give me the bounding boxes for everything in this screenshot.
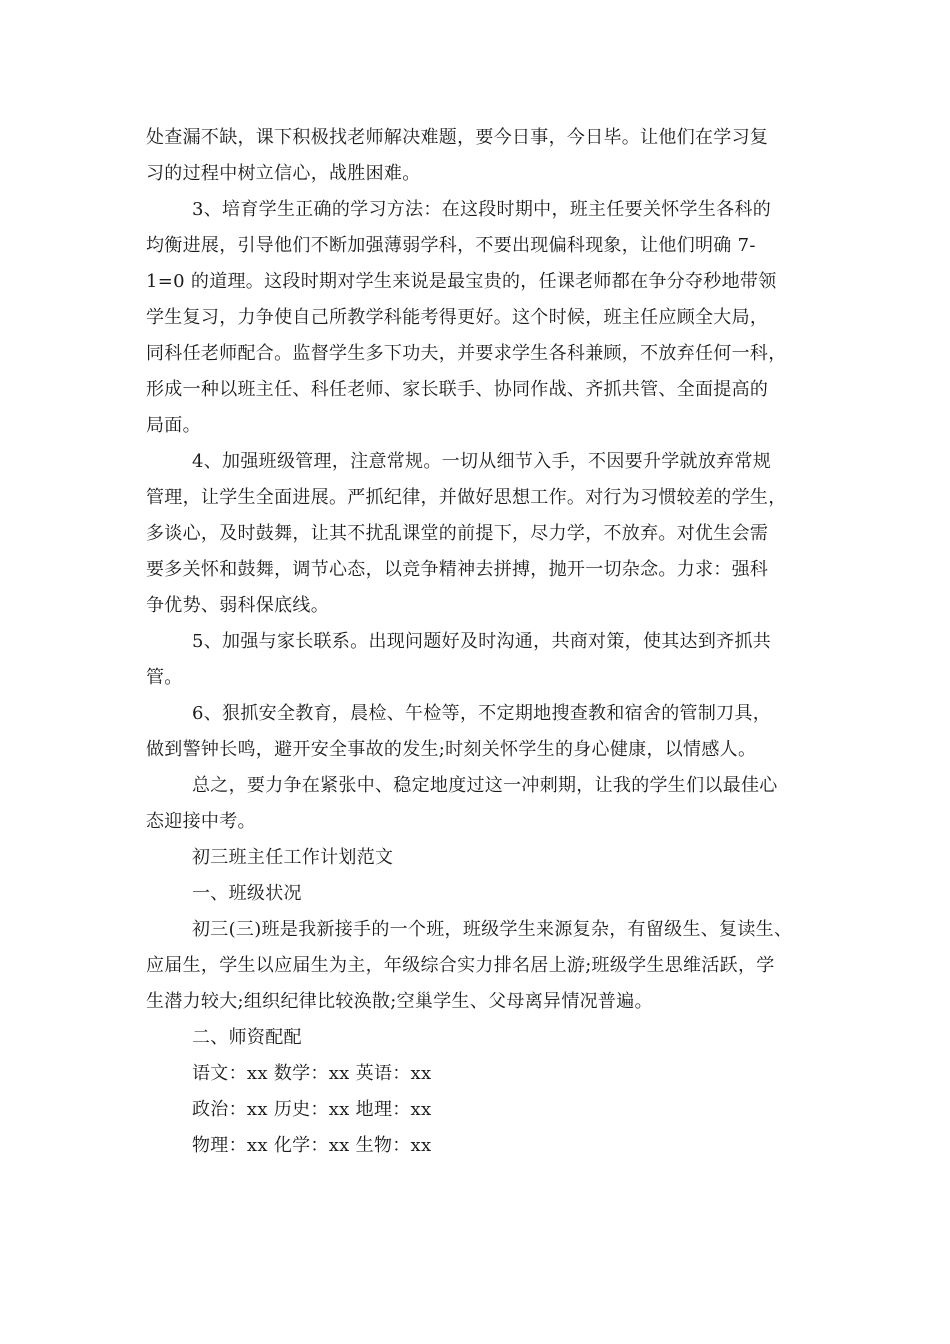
paragraph-heading: 3、培育学生正确的学习方法：在这段时期中，班主任要关怀学生各科的	[192, 199, 772, 220]
text-line: 要多关怀和鼓舞，调节心态，以竞争精神去拼搏，抛开一切杂念。力求：强科	[146, 559, 769, 580]
section-title: 初三班主任工作计划范文	[192, 847, 394, 868]
text-line: 局面。	[146, 415, 201, 436]
text-line: 应届生，学生以应届生为主，年级综合实力排名居上游;班级学生思维活跃，学	[146, 955, 775, 976]
text-line: 态迎接中考。	[146, 811, 256, 832]
text-line: 管。	[146, 667, 183, 688]
paragraph-heading: 4、加强班级管理，注意常规。一切从细节入手，不因要升学就放弃常规	[192, 451, 772, 472]
section-heading: 一、班级状况	[192, 883, 302, 904]
teacher-row: 物理：xx 化学：xx 生物：xx	[192, 1135, 432, 1156]
text-line: 生潜力较大;组织纪律比较涣散;空巢学生、父母离异情况普遍。	[146, 991, 653, 1012]
text-line: 均衡进展，引导他们不断加强薄弱学科，不要出现偏科现象，让他们明确 7-	[146, 235, 756, 256]
text-line: 习的过程中树立信心，战胜困难。	[146, 163, 421, 184]
text-line: 处查漏不缺，课下积极找老师解决难题，要今日事，今日毕。让他们在学习复	[146, 127, 769, 148]
text-line: 1=0 的道理。这段时期对学生来说是最宝贵的，任课老师都在争分夺秒地带领	[146, 271, 777, 292]
text-line: 争优势、弱科保底线。	[146, 595, 329, 616]
text-line: 形成一种以班主任、科任老师、家长联手、协同作战、齐抓共管、全面提高的	[146, 379, 769, 400]
paragraph-heading: 5、加强与家长联系。出现问题好及时沟通，共商对策，使其达到齐抓共	[192, 631, 772, 652]
text-line: 做到警钟长鸣，避开安全事故的发生;时刻关怀学生的身心健康，以情感人。	[146, 739, 757, 760]
teacher-row: 语文：xx 数学：xx 英语：xx	[192, 1063, 432, 1084]
teacher-row: 政治：xx 历史：xx 地理：xx	[192, 1099, 432, 1120]
text-line: 多谈心，及时鼓舞，让其不扰乱课堂的前提下，尽力学，不放弃。对优生会需	[146, 523, 769, 544]
text-line: 同科任老师配合。监督学生多下功夫，并要求学生各科兼顾，不放弃任何一科，	[146, 343, 787, 364]
paragraph-heading: 总之，要力争在紧张中、稳定地度过这一冲刺期，让我的学生们以最佳心	[192, 775, 778, 796]
text-line: 管理，让学生全面进展。严抓纪律，并做好思想工作。对行为习惯较差的学生，	[146, 487, 787, 508]
section-heading: 二、师资配配	[192, 1027, 302, 1048]
paragraph-heading: 初三(三)班是我新接手的一个班，班级学生来源复杂，有留级生、复读生、	[192, 919, 793, 940]
text-line: 学生复习，力争使自己所教学科能考得更好。这个时候，班主任应顾全大局，	[146, 307, 769, 328]
paragraph-heading: 6、狠抓安全教育，晨检、午检等，不定期地搜查教和宿舍的管制刀具，	[192, 703, 772, 724]
